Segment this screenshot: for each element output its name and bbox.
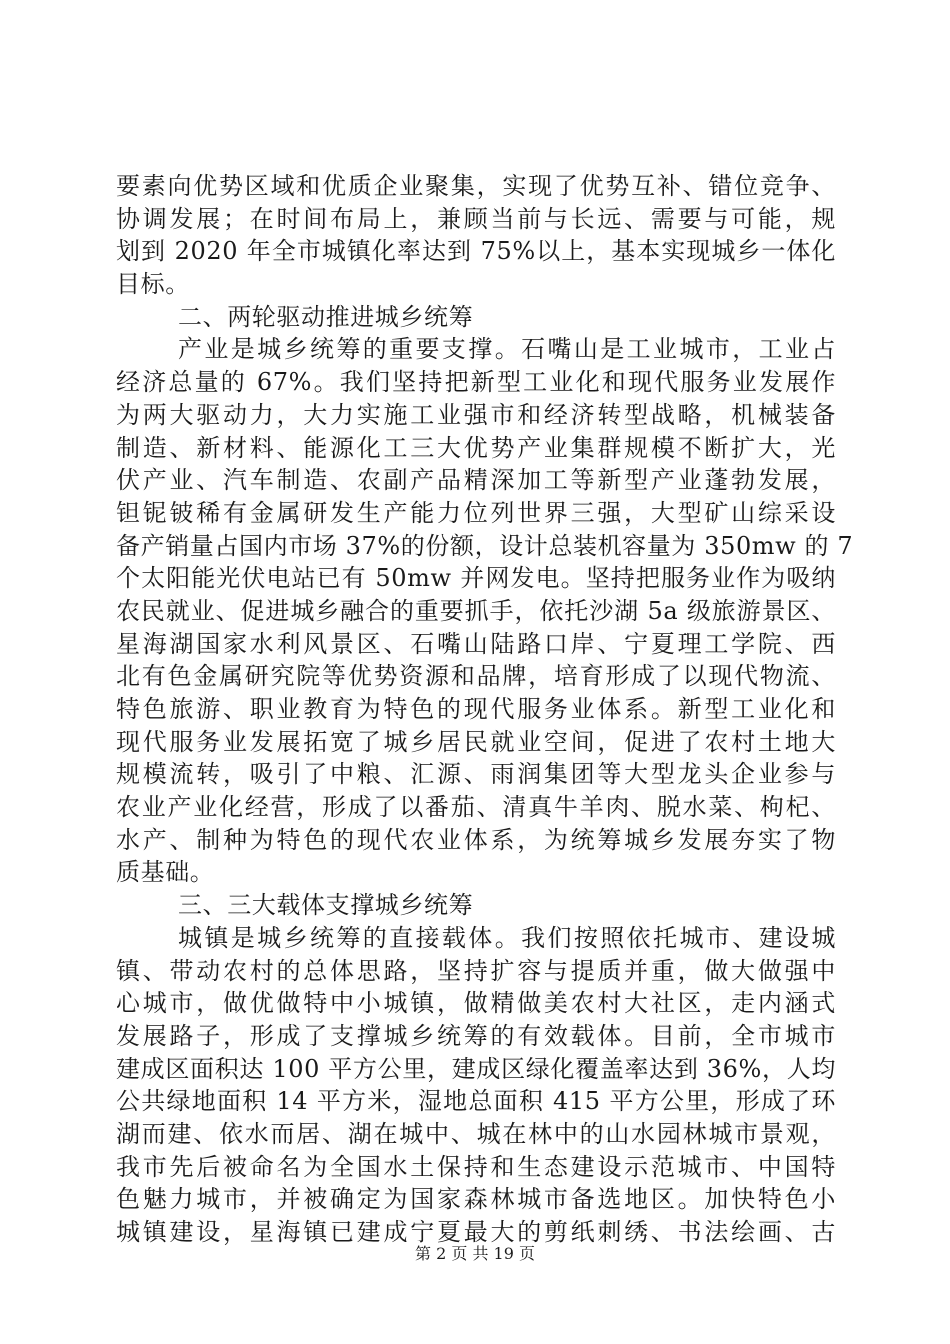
- section-heading: 二、两轮驱动推进城乡统筹: [178, 302, 474, 331]
- text-line: 个太阳能光伏电站已有 50mw 并网发电。坚持把服务业作为吸纳: [116, 564, 836, 593]
- text-line: 城镇是城乡统筹的直接载体。我们按照依托城市、建设城: [178, 923, 836, 952]
- text-line: 伏产业、汽车制造、农副产品精深加工等新型产业蓬勃发展，: [116, 466, 836, 495]
- text-line: 协调发展；在时间布局上，兼顾当前与长远、需要与可能，规: [116, 204, 836, 233]
- section-heading: 三、三大载体支撑城乡统筹: [178, 891, 474, 920]
- text-line: 质基础。: [116, 858, 215, 887]
- text-line: 经济总量的 67%。我们坚持把新型工业化和现代服务业发展作: [116, 368, 836, 397]
- text-line: 我市先后被命名为全国水土保持和生态建设示范城市、中国特: [116, 1152, 836, 1181]
- text-line: 镇、带动农村的总体思路，坚持扩容与提质并重，做大做强中: [116, 956, 836, 985]
- text-line: 城镇建设，星海镇已建成宁夏最大的剪纸刺绣、书法绘画、古: [116, 1218, 836, 1246]
- text-line: 制造、新材料、能源化工三大优势产业集群规模不断扩大，光: [116, 433, 836, 462]
- text-line: 要素向优势区域和优质企业聚集，实现了优势互补、错位竞争、: [116, 172, 836, 200]
- text-line: 产业是城乡统筹的重要支撑。石嘴山是工业城市，工业占: [178, 335, 836, 364]
- text-line: 北有色金属研究院等优势资源和品牌，培育形成了以现代物流、: [116, 662, 836, 691]
- text-line: 湖而建、依水而居、湖在城中、城在林中的山水园林城市景观，: [116, 1119, 836, 1148]
- text-line: 划到 2020 年全市城镇化率达到 75%以上，基本实现城乡一体化: [116, 237, 836, 266]
- text-line: 钽铌铍稀有金属研发生产能力位列世界三强，大型矿山综采设: [116, 498, 836, 527]
- text-line: 目标。: [116, 270, 190, 299]
- text-line: 水产、制种为特色的现代农业体系，为统筹城乡发展夯实了物: [116, 825, 836, 854]
- text-line: 规模流转，吸引了中粮、汇源、雨润集团等大型龙头企业参与: [116, 760, 836, 789]
- text-line: 心城市，做优做特中小城镇，做精做美农村大社区，走内涵式: [116, 989, 836, 1018]
- text-line: 备产销量占国内市场 37%的份额，设计总装机容量为 350mw 的 7: [116, 531, 854, 560]
- text-line: 星海湖国家水利风景区、石嘴山陆路口岸、宁夏理工学院、西: [116, 629, 836, 658]
- text-line: 为两大驱动力，大力实施工业强市和经济转型战略，机械装备: [116, 400, 836, 429]
- text-line: 发展路子，形成了支撑城乡统筹的有效载体。目前，全市城市: [116, 1021, 836, 1050]
- page-number-footer: 第 2 页 共 19 页: [415, 1244, 535, 1263]
- text-line: 建成区面积达 100 平方公里，建成区绿化覆盖率达到 36%，人均: [116, 1054, 836, 1083]
- text-line: 农民就业、促进城乡融合的重要抓手，依托沙湖 5a 级旅游景区、: [116, 596, 836, 625]
- text-line: 色魅力城市，并被确定为国家森林城市备选地区。加快特色小: [116, 1185, 836, 1214]
- text-line: 公共绿地面积 14 平方米，湿地总面积 415 平方公里，形成了环: [116, 1087, 836, 1116]
- document-body: [116, 170, 854, 1249]
- text-line: 特色旅游、职业教育为特色的现代服务业体系。新型工业化和: [116, 695, 836, 723]
- text-line: 现代服务业发展拓宽了城乡居民就业空间，促进了农村土地大: [116, 727, 836, 756]
- text-line: 农业产业化经营，形成了以番茄、清真牛羊肉、脱水菜、枸杞、: [116, 793, 836, 822]
